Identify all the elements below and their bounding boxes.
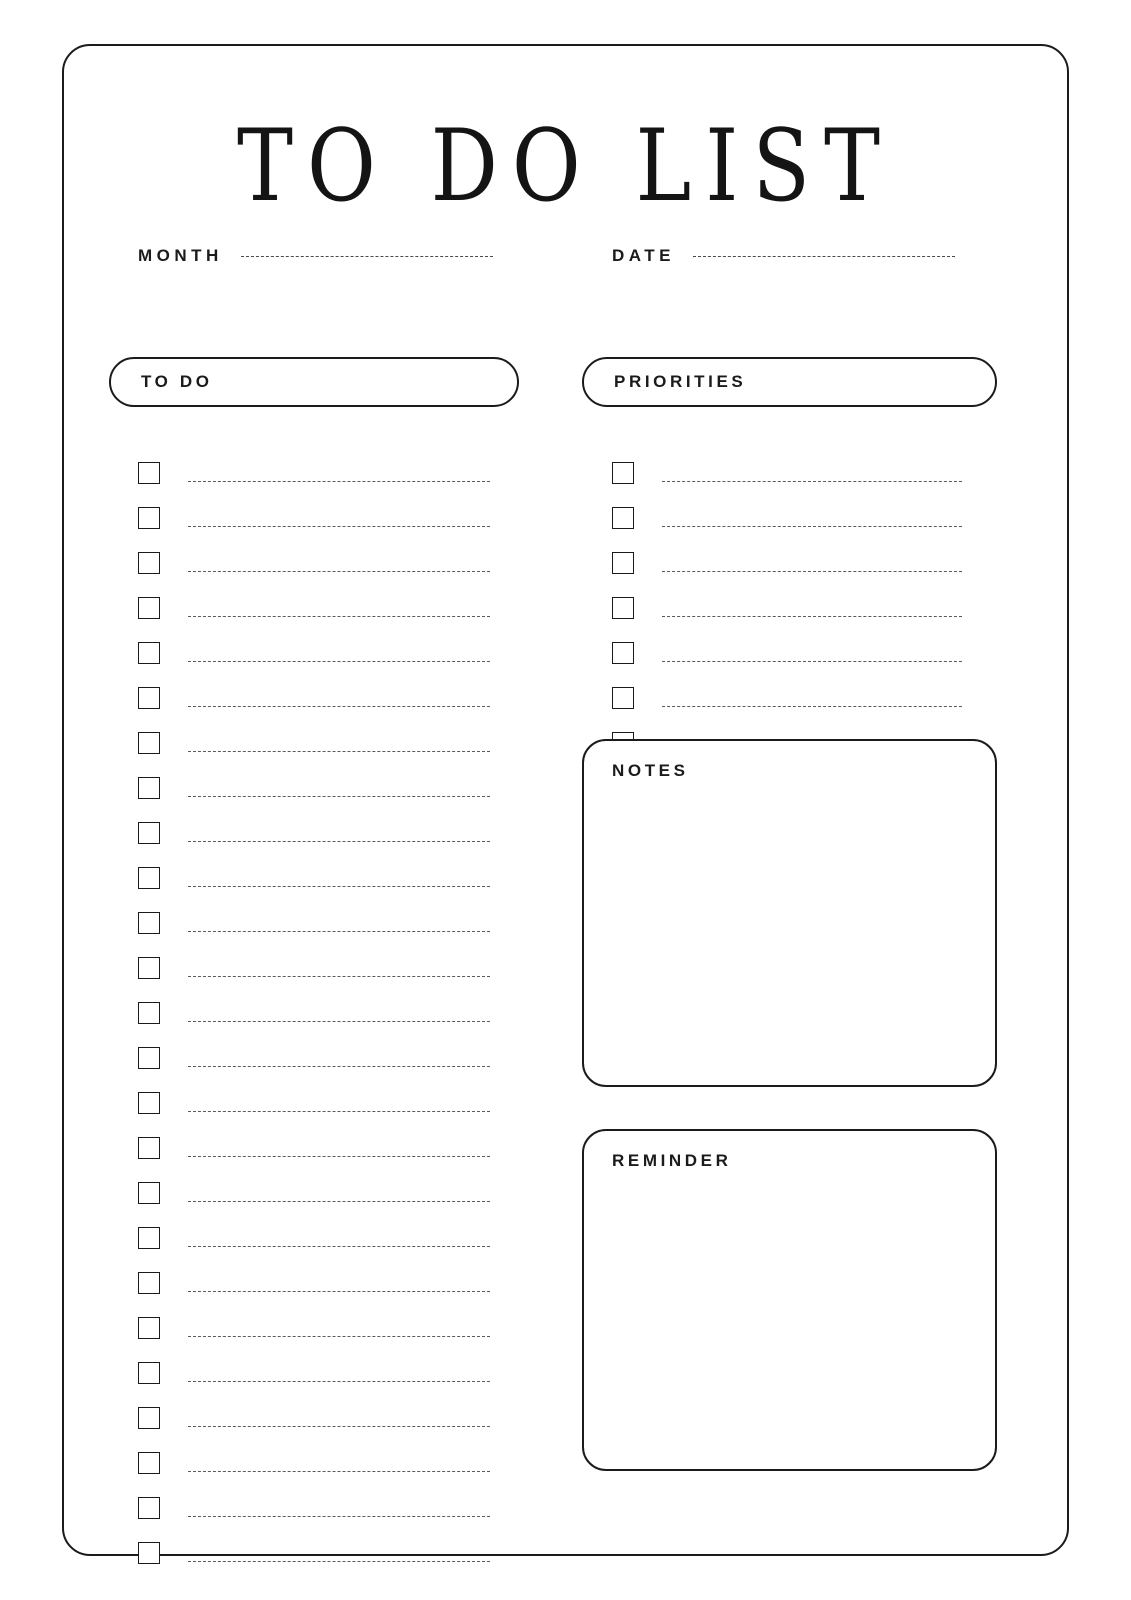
- priority-item-row: [612, 540, 962, 585]
- todo-item-row: [138, 900, 490, 945]
- priority-item-checkbox[interactable]: [612, 642, 634, 664]
- todo-item-row: [138, 1215, 490, 1260]
- todo-item-checkbox[interactable]: [138, 687, 160, 709]
- todo-item-input-line[interactable]: [188, 931, 490, 932]
- priority-item-checkbox[interactable]: [612, 552, 634, 574]
- reminder-box[interactable]: [582, 1129, 997, 1471]
- todo-item-row: [138, 990, 490, 1035]
- priorities-section-header: [582, 357, 997, 407]
- priorities-checklist: [612, 450, 962, 765]
- todo-item-row: [138, 1395, 490, 1440]
- todo-item-checkbox[interactable]: [138, 642, 160, 664]
- todo-item-row: [138, 1125, 490, 1170]
- todo-item-input-line[interactable]: [188, 886, 490, 887]
- todo-heading: TO DO: [141, 372, 213, 391]
- todo-item-checkbox[interactable]: [138, 552, 160, 574]
- todo-item-row: [138, 630, 490, 675]
- todo-item-input-line[interactable]: [188, 526, 490, 527]
- todo-item-input-line[interactable]: [188, 1156, 490, 1157]
- todo-item-checkbox[interactable]: [138, 462, 160, 484]
- todo-item-checkbox[interactable]: [138, 1182, 160, 1204]
- todo-item-checkbox[interactable]: [138, 1362, 160, 1384]
- todo-item-checkbox[interactable]: [138, 867, 160, 889]
- todo-item-row: [138, 1035, 490, 1080]
- todo-section-header: [109, 357, 519, 407]
- todo-item-input-line[interactable]: [188, 976, 490, 977]
- priority-item-input-line[interactable]: [662, 526, 962, 527]
- todo-item-input-line[interactable]: [188, 751, 490, 752]
- date-label: DATE: [612, 246, 676, 265]
- todo-item-checkbox[interactable]: [138, 1002, 160, 1024]
- todo-item-row: [138, 1305, 490, 1350]
- todo-item-input-line[interactable]: [188, 481, 490, 482]
- todo-item-row: [138, 585, 490, 630]
- todo-item-row: [138, 1530, 490, 1575]
- todo-item-checkbox[interactable]: [138, 912, 160, 934]
- todo-item-input-line[interactable]: [188, 1066, 490, 1067]
- date-field[interactable]: [612, 246, 955, 266]
- todo-item-row: [138, 1260, 490, 1305]
- todo-item-input-line[interactable]: [188, 706, 490, 707]
- todo-checklist: [138, 450, 490, 1575]
- priority-item-row: [612, 675, 962, 720]
- todo-item-checkbox[interactable]: [138, 1317, 160, 1339]
- todo-item-checkbox[interactable]: [138, 957, 160, 979]
- priority-item-input-line[interactable]: [662, 616, 962, 617]
- todo-item-input-line[interactable]: [188, 1021, 490, 1022]
- page-title: TO DO LIST: [236, 108, 895, 224]
- todo-item-row: [138, 540, 490, 585]
- date-input-line[interactable]: [693, 256, 955, 257]
- todo-item-checkbox[interactable]: [138, 1542, 160, 1564]
- todo-item-input-line[interactable]: [188, 1246, 490, 1247]
- todo-item-checkbox[interactable]: [138, 1227, 160, 1249]
- priority-item-row: [612, 495, 962, 540]
- todo-item-row: [138, 1485, 490, 1530]
- todo-item-row: [138, 720, 490, 765]
- todo-item-checkbox[interactable]: [138, 1497, 160, 1519]
- priority-item-input-line[interactable]: [662, 706, 962, 707]
- priority-item-row: [612, 630, 962, 675]
- month-field[interactable]: [138, 246, 493, 266]
- header-fields: [64, 246, 1067, 276]
- todo-item-input-line[interactable]: [188, 1111, 490, 1112]
- priority-item-row: [612, 450, 962, 495]
- todo-item-input-line[interactable]: [188, 841, 490, 842]
- todo-item-checkbox[interactable]: [138, 1137, 160, 1159]
- todo-item-row: [138, 1350, 490, 1395]
- page-sheet: [62, 44, 1069, 1556]
- todo-item-checkbox[interactable]: [138, 1452, 160, 1474]
- todo-item-input-line[interactable]: [188, 1426, 490, 1427]
- todo-item-row: [138, 1170, 490, 1215]
- todo-item-input-line[interactable]: [188, 1471, 490, 1472]
- todo-item-input-line[interactable]: [188, 616, 490, 617]
- reminder-heading: REMINDER: [612, 1151, 732, 1170]
- todo-item-checkbox[interactable]: [138, 822, 160, 844]
- todo-item-checkbox[interactable]: [138, 1047, 160, 1069]
- todo-item-row: [138, 450, 490, 495]
- todo-item-checkbox[interactable]: [138, 1407, 160, 1429]
- todo-item-row: [138, 1080, 490, 1125]
- priority-item-checkbox[interactable]: [612, 462, 634, 484]
- priority-item-row: [612, 585, 962, 630]
- todo-item-row: [138, 495, 490, 540]
- todo-item-row: [138, 810, 490, 855]
- todo-item-input-line[interactable]: [188, 1516, 490, 1517]
- todo-item-input-line[interactable]: [188, 571, 490, 572]
- priorities-heading: PRIORITIES: [614, 372, 747, 391]
- notes-heading: NOTES: [612, 761, 689, 780]
- priority-item-checkbox[interactable]: [612, 687, 634, 709]
- todo-item-input-line[interactable]: [188, 661, 490, 662]
- priority-item-checkbox[interactable]: [612, 507, 634, 529]
- todo-item-checkbox[interactable]: [138, 1272, 160, 1294]
- todo-item-input-line[interactable]: [188, 1561, 490, 1562]
- todo-item-input-line[interactable]: [188, 1201, 490, 1202]
- priority-item-input-line[interactable]: [662, 571, 962, 572]
- todo-item-checkbox[interactable]: [138, 732, 160, 754]
- todo-item-row: [138, 945, 490, 990]
- todo-item-checkbox[interactable]: [138, 1092, 160, 1114]
- month-input-line[interactable]: [241, 256, 493, 257]
- todo-item-input-line[interactable]: [188, 1381, 490, 1382]
- todo-item-input-line[interactable]: [188, 1291, 490, 1292]
- todo-item-row: [138, 855, 490, 900]
- todo-item-input-line[interactable]: [188, 796, 490, 797]
- todo-item-row: [138, 1440, 490, 1485]
- notes-box[interactable]: [582, 739, 997, 1087]
- todo-item-checkbox[interactable]: [138, 777, 160, 799]
- todo-item-row: [138, 675, 490, 720]
- month-label: MONTH: [138, 246, 223, 265]
- priority-item-checkbox[interactable]: [612, 597, 634, 619]
- todo-item-checkbox[interactable]: [138, 507, 160, 529]
- priority-item-input-line[interactable]: [662, 661, 962, 662]
- todo-item-checkbox[interactable]: [138, 597, 160, 619]
- todo-item-input-line[interactable]: [188, 1336, 490, 1337]
- priority-item-input-line[interactable]: [662, 481, 962, 482]
- todo-item-row: [138, 765, 490, 810]
